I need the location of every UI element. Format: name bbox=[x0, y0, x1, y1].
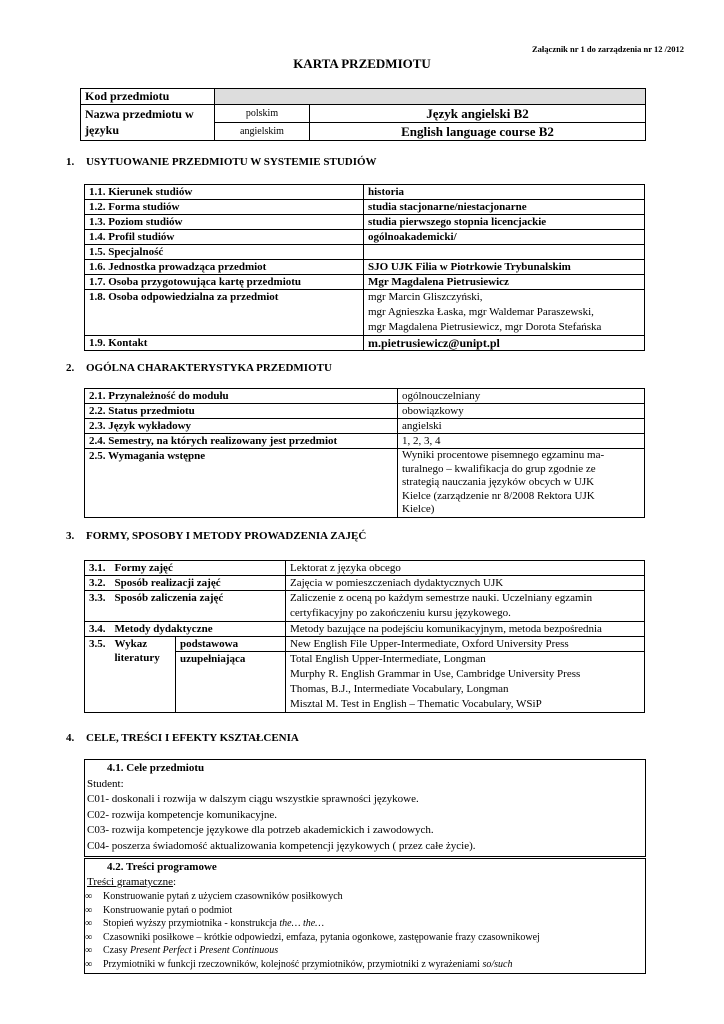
row-label: 2.5. Wymagania wstępne bbox=[85, 449, 398, 518]
row-label: 1.3. Poziom studiów bbox=[85, 215, 364, 230]
item-italic: so/such bbox=[482, 958, 513, 970]
row-label: 1.6. Jednostka prowadząca przedmiot bbox=[85, 260, 364, 275]
course-table bbox=[80, 88, 646, 141]
row-number: 3.4. bbox=[85, 622, 111, 637]
table-row bbox=[85, 185, 645, 200]
row-label: Formy zajęć bbox=[111, 561, 286, 576]
item-italic: Present Perfect bbox=[129, 945, 192, 957]
section-number: 3. bbox=[66, 530, 75, 542]
item-text: Konstruowanie pytań o podmiot bbox=[103, 904, 233, 916]
code-label: Kod przedmiotu bbox=[81, 89, 215, 105]
table-row bbox=[85, 215, 645, 230]
text-line: Total English Upper-Intermediate, Longman bbox=[290, 653, 486, 665]
goals-line: C02- rozwija kompetencje komunikacyjne. bbox=[87, 808, 277, 821]
row-value: studia pierwszego stopnia licencjackie bbox=[364, 215, 645, 230]
row-value bbox=[286, 591, 645, 622]
row-number: 3.1. bbox=[85, 561, 111, 576]
contact-email: m.pietrusiewicz@unipt.pl bbox=[364, 336, 645, 351]
lang-polish: polskim bbox=[215, 105, 310, 123]
row-label: 1.9. Kontakt bbox=[85, 336, 364, 351]
row-value: ogólnouczelniany bbox=[398, 389, 645, 404]
item-text: Stopień wyższy przymiotnika - konstrukcja bbox=[103, 918, 280, 930]
row-value: ogólnoakademicki/ bbox=[364, 230, 645, 245]
item-text: Konstruowanie pytań z użyciem czasowników posiłkowych bbox=[103, 891, 343, 902]
table-row bbox=[85, 290, 645, 336]
section-title: USYTUOWANIE PRZEDMIOTU W SYSTEMIE STUDIÓW bbox=[86, 156, 377, 168]
row-value: historia bbox=[364, 185, 645, 200]
list-item bbox=[85, 904, 645, 918]
section-3-table bbox=[84, 560, 645, 713]
row-value: SJO UJK Filia w Piotrkowie Trybunalskim bbox=[364, 260, 645, 275]
course-name-polish: Język angielski B2 bbox=[310, 105, 646, 123]
list-item bbox=[85, 890, 645, 904]
item-text: Przymiotniki w funkcji rzeczowników, kolejność przymiotników, przymiotniki z wyrażeniami bbox=[103, 958, 483, 970]
table-row bbox=[85, 200, 645, 215]
row-value: obowiązkowy bbox=[398, 404, 645, 419]
section-2-table bbox=[84, 388, 645, 518]
text-line: Misztal M. Test in English – Thematic Vocabulary, WSiP bbox=[290, 698, 542, 710]
text-line: Thomas, B.J., Intermediate Vocabulary, Longman bbox=[290, 683, 509, 695]
row-label: Sposób zaliczenia zajęć bbox=[111, 591, 286, 622]
responsible-persons bbox=[364, 290, 645, 336]
table-row bbox=[85, 245, 645, 260]
text-line: Kielce) bbox=[402, 503, 435, 515]
text-line: turalnego – kwalifikacja do grup zgodnie ze bbox=[402, 462, 596, 475]
label-line: literatury bbox=[114, 652, 160, 664]
row-value: Zajęcia w pomieszczeniach dydaktycznych UJK bbox=[286, 576, 645, 591]
row-label: 1.5. Specjalność bbox=[85, 245, 364, 260]
goals-box bbox=[84, 759, 646, 857]
grammar-colon: : bbox=[173, 876, 177, 888]
infinity-bullet-icon: ∞ bbox=[85, 931, 93, 943]
row-label: 2.1. Przynależność do modułu bbox=[85, 389, 398, 404]
item-italic: Present Continuous bbox=[199, 945, 279, 957]
row-number: 3.2. bbox=[85, 576, 111, 591]
row-label: 1.2. Forma studiów bbox=[85, 200, 364, 215]
table-row bbox=[85, 404, 645, 419]
infinity-bullet-icon: ∞ bbox=[85, 904, 93, 916]
row-value: studia stacjonarne/niestacjonarne bbox=[364, 200, 645, 215]
row-label: Sposób realizacji zajęć bbox=[111, 576, 286, 591]
name-label: Nazwa przedmiotu w języku bbox=[81, 105, 215, 141]
section-number: 2. bbox=[66, 362, 75, 374]
section-1-heading bbox=[66, 156, 377, 168]
table-row bbox=[85, 336, 645, 351]
table-row bbox=[85, 434, 645, 449]
row-value: angielski bbox=[398, 419, 645, 434]
table-row bbox=[85, 275, 645, 290]
row-label: 1.8. Osoba odpowiedzialna za przedmiot bbox=[85, 290, 364, 336]
text-line: certyfikacyjny po zakończeniu kursu językowego. bbox=[290, 607, 511, 619]
list-item bbox=[85, 958, 645, 972]
row-value: 1, 2, 3, 4 bbox=[398, 434, 645, 449]
annex-note: Załącznik nr 1 do zarządzenia nr 12 /2012 bbox=[532, 44, 684, 54]
section-1-table bbox=[84, 184, 645, 351]
content-box bbox=[84, 858, 646, 974]
goals-line: C04- poszerza świadomość aktualizowania kompetencji językowych ( przez całe życie). bbox=[87, 839, 476, 852]
lang-english: angielskim bbox=[215, 123, 310, 141]
row-label: 2.4. Semestry, na których realizowany jest przedmiot bbox=[85, 434, 398, 449]
row-label: 2.2. Status przedmiotu bbox=[85, 404, 398, 419]
text-line: strategią nauczania języków obcych w UJK bbox=[402, 476, 595, 488]
person-line: mgr Marcin Gliszczyński, bbox=[368, 291, 483, 303]
section-title: FORMY, SPOSOBY I METODY PROWADZENIA ZAJĘĆ bbox=[86, 530, 367, 542]
person-line: mgr Agnieszka Łaska, mgr Waldemar Paraszewski, bbox=[368, 306, 594, 318]
item-italic: the… the… bbox=[279, 918, 325, 930]
section-number: 1. bbox=[66, 156, 75, 168]
goals-line: Student: bbox=[87, 777, 124, 790]
infinity-bullet-icon: ∞ bbox=[85, 958, 93, 970]
basic-literature-value: New English File Upper-Intermediate, Oxford University Press bbox=[286, 637, 645, 652]
list-item bbox=[85, 931, 645, 945]
list-item bbox=[85, 917, 645, 931]
item-text: Czasy bbox=[103, 945, 130, 957]
grammar-label: Treści gramatyczne bbox=[87, 876, 174, 888]
infinity-bullet-icon: ∞ bbox=[85, 891, 93, 902]
table-row bbox=[85, 419, 645, 434]
row-value: Metody bazujące na podejściu komunikacyjnym, metoda bezpośrednia bbox=[286, 622, 645, 637]
row-value: Mgr Magdalena Pietrusiewicz bbox=[364, 275, 645, 290]
row-label: Metody dydaktyczne bbox=[111, 622, 286, 637]
row-number: 3.3. bbox=[85, 591, 111, 622]
table-row bbox=[85, 449, 645, 518]
text-line: Wyniki procentowe pisemnego egzaminu ma- bbox=[402, 449, 605, 461]
infinity-bullet-icon: ∞ bbox=[85, 918, 93, 930]
section-2-heading bbox=[66, 362, 332, 374]
goals-line: C01- doskonali i rozwija w dalszym ciągu wszystkie sprawności językowe. bbox=[87, 793, 419, 805]
table-row bbox=[85, 622, 645, 637]
table-row bbox=[85, 576, 645, 591]
infinity-bullet-icon: ∞ bbox=[85, 945, 93, 957]
row-number: 3.5. bbox=[85, 637, 111, 713]
section-title: CELE, TREŚCI I EFEKTY KSZTAŁCENIA bbox=[86, 732, 299, 744]
table-row bbox=[85, 230, 645, 245]
section-title: OGÓLNA CHARAKTERYSTYKA PRZEDMIOTU bbox=[86, 362, 332, 374]
row-value: Lektorat z języka obcego bbox=[286, 561, 645, 576]
goals-title: 4.1. Cele przedmiotu bbox=[107, 762, 205, 774]
extra-literature-value bbox=[286, 652, 645, 713]
text-line: Zaliczenie z oceną po każdym semestrze nauki. Uczelniany egzamin bbox=[290, 592, 593, 604]
table-row bbox=[85, 637, 645, 652]
page-title: KARTA PRZEDMIOTU bbox=[293, 56, 431, 71]
row-label: 2.3. Język wykładowy bbox=[85, 419, 398, 434]
content-title: 4.2. Treści programowe bbox=[107, 861, 217, 873]
section-3-heading bbox=[66, 530, 366, 542]
table-row bbox=[85, 260, 645, 275]
row-label: 1.7. Osoba przygotowująca kartę przedmiotu bbox=[85, 275, 364, 290]
basic-literature-label: podstawowa bbox=[176, 637, 286, 652]
label-line: Wykaz bbox=[114, 638, 148, 650]
row-value bbox=[364, 245, 645, 260]
text-line: Kielce (zarządzenie nr 8/2008 Rektora UJK bbox=[402, 489, 595, 502]
person-line: mgr Magdalena Pietrusiewicz, mgr Dorota Stefańska bbox=[368, 321, 602, 333]
section-number: 4. bbox=[66, 732, 75, 744]
literature-label bbox=[111, 637, 176, 713]
table-row bbox=[85, 591, 645, 622]
code-value bbox=[215, 89, 646, 105]
extra-literature-label: uzupełniająca bbox=[176, 652, 286, 713]
item-text: i bbox=[191, 945, 200, 957]
prerequisites bbox=[398, 449, 645, 518]
course-name-english: English language course B2 bbox=[310, 123, 646, 141]
grammar-heading bbox=[85, 875, 645, 890]
list-item bbox=[85, 944, 645, 958]
item-text: Czasowniki posiłkowe – krótkie odpowiedzi, emfaza, pytania ogonkowe, zastępowanie frazy czasownikowej bbox=[103, 931, 540, 943]
row-label: 1.1. Kierunek studiów bbox=[85, 185, 364, 200]
table-row bbox=[85, 561, 645, 576]
table-row bbox=[85, 389, 645, 404]
goals-line: C03- rozwija kompetencje językowe dla potrzeb akademickich i zawodowych. bbox=[87, 824, 434, 836]
text-line: Murphy R. English Grammar in Use, Cambridge University Press bbox=[290, 668, 581, 680]
row-label: 1.4. Profil studiów bbox=[85, 230, 364, 245]
section-4-heading bbox=[66, 732, 299, 744]
